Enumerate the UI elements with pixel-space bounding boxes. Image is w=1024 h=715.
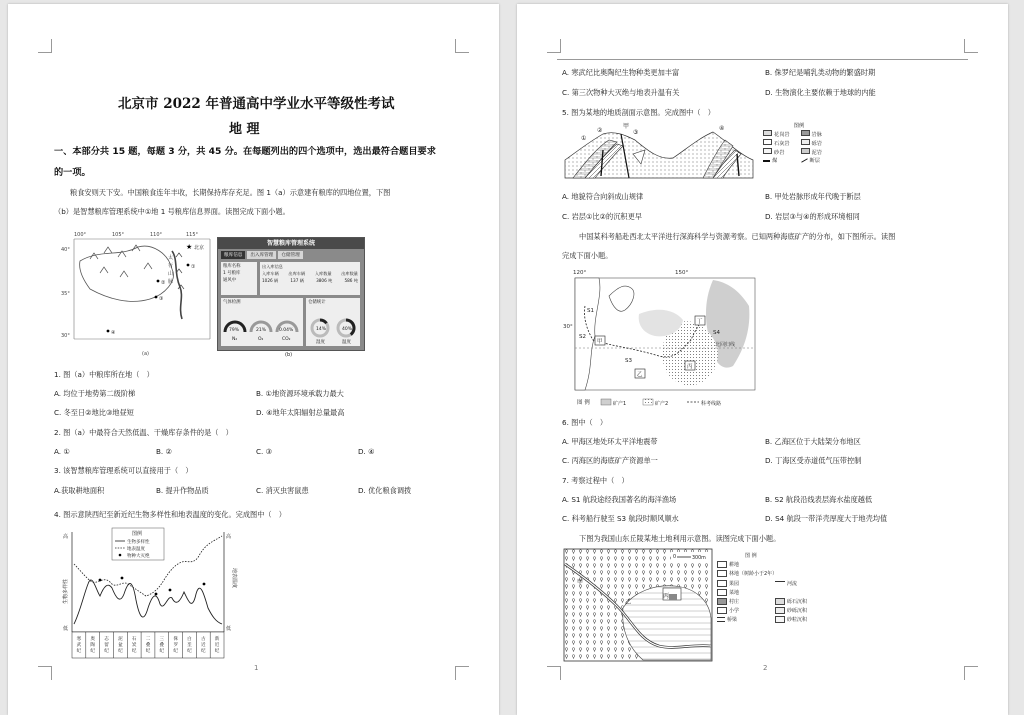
legend-item: 地表温度 [127,547,145,552]
geo-legend-item: 花岗岩 [774,132,790,138]
period-label: 纪 [159,649,165,654]
biodiversity-curve [74,580,222,624]
stat-label: 湿度 [316,340,325,345]
land-legend-item: 菜地 [729,589,740,596]
io-value: 3806 吨 [316,278,333,283]
gas-label: N₂ [232,337,238,342]
storage-head: 粮库名称 [223,264,241,269]
map-legend-head: 图 例 [577,400,590,406]
period-label: 叠 [159,643,165,648]
header-rule [557,59,968,60]
period-label: 盆 [118,643,123,648]
q4-option-d: D. 生物演化主要依赖于地球的内能 [765,88,876,97]
period-label: 新 [214,637,220,642]
question-7: 7. 考察过程中（ ） [562,476,629,485]
q3-option-a: A.获取耕地面积 [54,486,105,495]
y-axis-right-label: 地表温度 [231,568,237,589]
lon-label: 150° [675,270,689,276]
star-icon: ★ [186,243,193,251]
period-label: 纪 [200,649,206,654]
beijing-label: 北京 [194,245,205,251]
q3-option-b: B. 提升作物品质 [156,486,209,495]
geo-legend-item: 煤 [772,158,778,164]
q2-option-b: B. ② [156,447,172,456]
gas-label: O₂ [258,337,264,342]
figure-caption: (a) [142,351,149,357]
legend-swatch [775,616,785,623]
axis-bottom-left: 低 [63,626,69,632]
land-use-map-figure [563,548,713,662]
geo-legend-item: 断层 [809,158,820,164]
place-label: 甲 [577,579,584,586]
q5-option-c: C. 岩层①比②的沉积更早 [562,212,642,221]
period-label: 纪 [131,649,137,654]
period-label: 近 [200,643,206,648]
panel-tab: 粮库信息 [221,251,245,259]
land-legend-item: 砂砾沉积 [787,608,808,615]
crop-mark [38,39,52,53]
crop-mark [455,666,469,680]
scale-zero: 0 [673,555,677,560]
figure-caption: (b) [285,352,293,358]
storage-status: 通风中 [223,278,237,283]
period-label: 古 [200,637,206,642]
q1-option-a: A. 均位于地势第二级阶梯 [54,389,136,398]
gas-label: CO₂ [282,337,291,342]
legend-swatch [801,139,810,145]
period-label: 叠 [145,643,151,648]
io-card [260,262,360,295]
question-1: 1. 图（a）中粮库所在地（ ） [54,370,154,379]
q4-option-a: A. 寒武纪比奥陶纪生物种类更加丰富 [562,68,680,77]
geo-legend-item: 岩脉 [811,132,822,138]
document-page-1 [8,4,499,715]
geologic-section-figure [563,120,755,186]
period-label: 石 [131,637,137,642]
q4-option-c: C. 第三次物种大灭绝与地表升温有关 [562,88,680,97]
geo-label: ④ [719,125,725,132]
period-label: 纪 [118,649,123,654]
zone-label: 丙 [687,364,693,370]
q4-option-b: B. 侏罗纪是哺乳类动物的繁盛时期 [765,68,876,77]
legend-item: 物种大灭绝 [127,554,150,559]
q1-option-b: B. ①地资源环境承载力最大 [256,389,344,398]
geo-legend [763,122,835,184]
period-label: 近 [214,643,220,648]
legend-swatch [717,598,727,605]
period-label: 纪 [145,649,151,654]
question-6: 6. 图中（ ） [562,418,608,427]
period-label: 侏 [173,637,178,642]
biodiversity-temperature-figure [58,524,238,664]
io-value: 137 辆 [290,278,304,283]
legend-swatch [775,598,785,605]
lat-label: 40° [61,247,70,253]
q2-option-c: C. ③ [256,447,273,456]
geo-legend-head: 图例 [793,123,805,129]
intro-text: 下图为我国山东丘陵某地土地利用示意图。读图完成下面小题。 [579,534,781,543]
lat-label: 35° [61,291,70,297]
gas-value: 21% [256,328,267,333]
lon-label: 105° [112,232,125,238]
map-region-label: 行 [168,263,174,269]
figure-a-map [60,229,216,359]
geo-label: ③ [633,129,639,136]
route-label: S3 [625,358,632,364]
point-label: ④ [111,330,116,336]
q5-option-d: D. 岩层③与④的形成环境相同 [765,212,860,221]
lat-label: 30° [563,324,573,330]
q7-option-b: B. S2 航段沿线表层海水盐度越低 [765,495,873,504]
q1-option-c: C. 冬至日②地比③地昼短 [54,408,134,417]
question-3: 3. 该智慧粮库管理系统可以直接用于（ ） [54,466,193,475]
geo-legend-item: 泥岩 [811,150,822,156]
point-label: ③ [159,296,164,302]
scale-label: 300m [692,556,706,561]
q3-option-d: D. 优化粮食调拨 [358,486,412,495]
legend-swatch [763,139,772,145]
route-label: S1 [587,308,594,314]
q3-option-c: C. 消灭虫害鼠患 [256,486,309,495]
question-4: 4. 图示意陕西纪至新近纪生物多样性和地表温度的变化。完成图中（ ） [54,510,286,519]
lon-label: 110° [150,232,163,238]
stat-head: 仓储统计 [308,300,326,305]
place-label: 乙 [625,599,632,606]
map-legend-item: 科考线路 [701,401,722,407]
section-header: 一、本部分共 15 题，每题 3 分，共 45 分。在每题列出的四个选项中，选出最符合题目要求 [54,146,436,157]
geo-legend-item: 砾岩 [811,141,822,147]
legend-head: 图例 [132,531,143,537]
panel-tab: 出入库管理 [247,251,276,259]
point-label: ② [161,280,166,286]
legend-swatch [717,607,727,614]
legend-swatch [775,607,785,614]
land-use-legend [717,552,827,662]
period-label: 奥 [90,637,96,642]
tropic-label: 北回归线 [715,342,736,348]
legend-swatch [801,148,810,154]
map-legend-item: 矿产2 [655,401,669,407]
legend-swatch [775,581,785,585]
route-label: S2 [579,334,586,340]
land-legend-item: 村庄 [729,599,740,606]
geo-legend-item: 石灰岩 [774,141,790,147]
legend-swatch [717,561,727,568]
exam-subject: 地 理 [229,122,260,137]
legend-item: 生物多样性 [127,540,150,545]
gas-value: 0.04% [279,328,294,333]
period-label: 武 [76,643,82,648]
q2-option-d: D. ④ [358,447,375,456]
map-legend-item: 矿产1 [613,401,627,407]
intro-text: 完成下面小题。 [562,251,613,260]
legend-swatch [801,130,810,136]
place-label: 丙 [663,593,670,600]
intro-text: （b）是智慧粮库管理系统中①地 1 号粮库信息界面。读图完成下面小题。 [54,207,290,216]
y-axis-left-label: 生物多样性 [63,578,69,604]
stat-card [306,298,360,346]
question-5: 5. 图为某地的地质剖面示意图。完成图中（ ） [562,108,715,117]
period-label: 纪 [214,649,220,654]
io-value: 1026 辆 [262,278,279,283]
pacific-map-figure [563,266,759,414]
period-label: 三 [159,637,165,642]
q7-option-a: A. S1 航段途经我国著名的海洋渔场 [562,495,677,504]
legend-swatch [717,589,727,596]
legend-swatch [763,160,770,162]
map-region-label: 脉 [168,279,174,285]
period-label: 纪 [76,649,82,654]
io-value: 586 吨 [344,278,358,283]
land-legend-item: 耕地 [729,562,740,569]
land-legend-item: 河流 [787,580,798,587]
io-label: 入库数量 [314,271,332,276]
q7-option-c: C. 科考船行驶至 S3 航段时顺风顺水 [562,514,679,523]
land-legend-head: 图 例 [745,553,757,559]
period-label: 留 [104,643,109,648]
period-label: 白 [187,637,192,642]
storage-value: 1 号粮库 [223,271,241,276]
page-number: 2 [763,664,768,672]
lon-label: 100° [74,232,87,238]
crop-mark [547,666,561,680]
period-label: 纪 [104,649,109,654]
land-legend-item: 果园 [729,580,740,587]
document-page-2 [517,4,1008,715]
gas-card [221,298,303,346]
route-label: S4 [713,330,720,336]
zone-label: 甲 [597,339,603,345]
stat-donuts [306,306,360,346]
geo-legend-item: 砂岩 [774,150,785,156]
period-label: 炭 [131,643,137,648]
legend-swatch [717,580,727,587]
geo-label: ① [581,135,587,142]
exam-title: 北京市 2022 年普通高中学业水平等级性考试 [118,96,395,112]
q5-option-b: B. 甲处岩脉形成年代晚于断层 [765,192,861,201]
zone-label: 乙 [637,372,643,378]
period-label: 二 [145,637,151,642]
q7-option-d: D. S4 航段一带洋壳厚度大于地壳均值 [765,514,888,523]
crop-mark [455,39,469,53]
period-label: 垩 [187,643,192,648]
q6-option-b: B. 乙海区位于大陆架分布地区 [765,437,861,446]
period-label: 纪 [173,649,178,654]
lon-label: 120° [573,270,587,276]
crop-mark [964,666,978,680]
q6-option-a: A. 甲海区地处环太平洋地震带 [562,437,658,446]
legend-swatch [763,148,772,154]
question-2: 2. 图（a）中最符合天然低温、干燥库存条件的是（ ） [54,428,233,437]
geo-label: 甲 [623,123,630,130]
gas-head: 气体检测 [223,300,241,305]
land-legend-item: 砂粒沉积 [787,617,808,624]
lon-label: 115° [186,232,199,238]
page-number: 1 [254,664,259,672]
period-label: 纪 [90,649,96,654]
crop-mark [38,666,52,680]
storage-card [221,262,257,295]
section-header-cont: 的一项。 [54,167,91,178]
period-label: 罗 [173,643,178,648]
legend-swatch [763,130,772,136]
intro-text: 粮食安则天下安。中国粮食连年丰收，长期保持库存充足。图 1（a）示意建有粮库的四地位置，下图 [70,188,391,197]
io-label: 出库数量 [341,271,358,276]
axis-top-right: 高 [226,534,232,540]
land-legend-item: 林地（树龄小于2年） [729,571,778,578]
gas-gauges [221,306,303,346]
point-label: ① [191,264,196,270]
panel-title: 智慧粮库管理系统 [218,238,364,249]
io-label: 出库车辆 [288,271,306,276]
q1-option-d: D. ④地年太阳辐射总量最高 [256,408,345,417]
stat-value: 14% [316,327,327,332]
legend-swatch [801,158,808,162]
q5-option-a: A. 地貌符合向斜成山规律 [562,192,644,201]
lat-label: 30° [61,333,70,339]
stat-value: 40% [342,327,353,332]
axis-bottom-right: 低 [226,626,232,632]
land-legend-item: 小学 [729,608,740,615]
q2-option-a: A. ① [54,447,70,456]
q6-option-d: D. 丁海区受赤道低气压带控制 [765,456,862,465]
legend-swatch [717,570,727,577]
stat-label: 温度 [342,340,351,345]
map-region-label: 太 [168,255,174,261]
period-label: 陶 [90,643,96,648]
gas-value: 79% [229,328,240,333]
axis-top-left: 高 [63,534,69,540]
period-label: 纪 [187,649,192,654]
crop-mark [547,39,561,53]
crop-mark [964,39,978,53]
intro-text: 中国某科考船赴西北太平洋进行深海科学与资源考察。已知两种海底矿产的分布，如下图所示。读图 [579,232,896,241]
land-legend-item: 砾石沉积 [787,599,808,606]
figure-b-panel [217,237,365,351]
q6-option-c: C. 丙海区的海底矿产资源单一 [562,456,658,465]
land-legend-item: 桥梁 [727,617,738,624]
panel-tab: 仓储管理 [278,251,302,259]
period-label: 志 [104,637,109,642]
io-label: 入库车辆 [262,271,279,276]
io-head: 出入库信息 [262,264,283,269]
geo-label: ② [597,127,603,134]
period-label: 寒 [76,637,82,642]
period-label: 泥 [118,637,123,642]
map-region-label: 山 [168,271,174,277]
zone-label: 丁 [697,319,703,325]
legend-swatch [717,617,725,622]
